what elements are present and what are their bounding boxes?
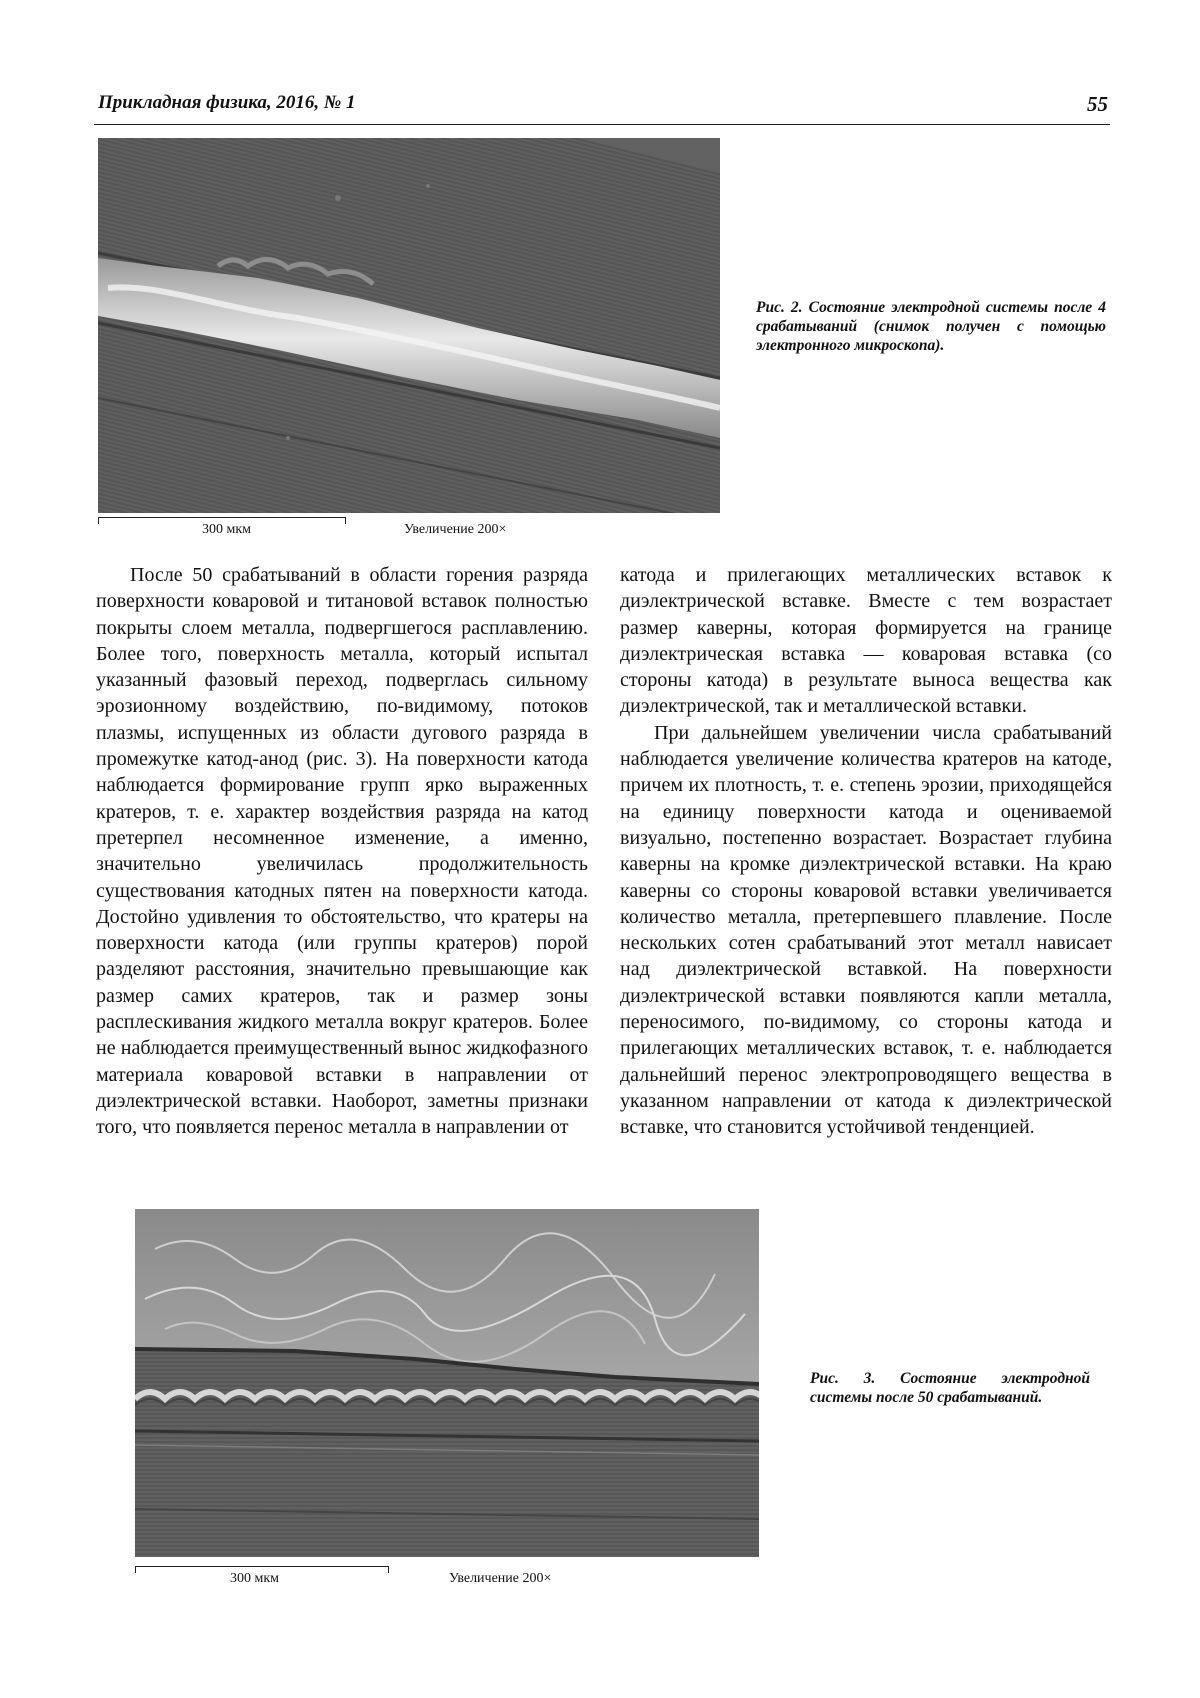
figure-3-scale-label: 300 мкм bbox=[230, 1571, 280, 1586]
body-right-column bbox=[620, 562, 1112, 1141]
figure-2-scale-label: 300 мкм bbox=[202, 522, 252, 537]
body-paragraph: При дальнейшем увеличении числа срабатываний наблюдается увеличение количества кратеров на катоде, причем их плотность, т. е. степень эрозии, приходящейся на единицу поверхности катода и оцениваемой визуально, постепенно возрастает. Возрастает глубина каверны на кромке диэлектрической вставки. На краю каверны со стороны коваровой вставки увеличивается количество металла, претерпевшего плавление. После нескольких сотен срабатываний этот металл нависает над диэлектрической вставкой. На поверхности диэлектрической вставки появляются капли металла, переносимого, по-видимому, со стороны катода и прилегающих металлических вставок, т. е. наблюдается дальнейший перенос электропроводящего вещества в указанном направлении от катода к диэлектрической вставке, что становится устойчивой тенденцией. bbox=[620, 721, 1112, 1139]
body-left-column bbox=[96, 562, 588, 1141]
figure-3-scale-row bbox=[135, 1566, 759, 1588]
figure-2-micrograph bbox=[98, 138, 720, 513]
figure-3-magnification: Увеличение 200× bbox=[449, 1571, 552, 1586]
page-number: 55 bbox=[1087, 92, 1108, 116]
figure-2-caption: Рис. 2. Состояние электродной системы после 4 срабатываний (снимок получен с помощью электронного микроскопа). bbox=[756, 299, 1106, 354]
header-rule bbox=[94, 124, 1110, 125]
journal-title: Прикладная физика, 2016, № 1 bbox=[98, 92, 356, 113]
figure-2 bbox=[98, 138, 720, 538]
running-head bbox=[98, 92, 1108, 122]
figure-2-scale-row bbox=[98, 517, 720, 539]
body-paragraph: После 50 срабатываний в области горения разряда поверхности коваровой и титановой вставок полностью покрыты слоем металла, подвергшегося расплавлению. Более того, поверхность металла, который испытал указанный фазовый переход, подверглась сильному эрозионному воздействию, по-видимому, потоков плазмы, испущенных из области дугового разряда в промежутке катод-анод (рис. 3). На поверхности катода наблюдается формирование групп ярко выраженных кратеров, т. е. характер воздействия разряда на катод претерпел несомненное изменение, а именно, значительно увеличилась продолжительность существования катодных пятен на поверхности катода. Достойно удивления то обстоятельство, что кратеры на поверхности катода (или группы кратеров) порой разделяют расстояния, значительно превышающие как размер самих кратеров, так и размер зоны расплескивания жидкого металла вокруг кратеров. Более не наблюдается преимущественный вынос жидкофазного материала коваровой вставки в направлении от диэлектрической вставки. Наоборот, заметны признаки того, что появляется перенос металла в направлении от bbox=[96, 564, 588, 1139]
figure-3-caption: Рис. 3. Состояние электродной системы после 50 срабатываний. bbox=[810, 1370, 1090, 1406]
figure-3 bbox=[135, 1209, 759, 1605]
body-paragraph: катода и прилегающих металлических вставок к диэлектрической вставке. Вместе с тем возрастает размер каверны, которая формируется на границе диэлектрическая вставка — коваровая вставка (со стороны катода) в результате выноса вещества как диэлектрической, так и металлической вставки. bbox=[620, 564, 1112, 718]
figure-2-magnification: Увеличение 200× bbox=[404, 522, 507, 537]
figure-3-micrograph bbox=[135, 1209, 759, 1557]
